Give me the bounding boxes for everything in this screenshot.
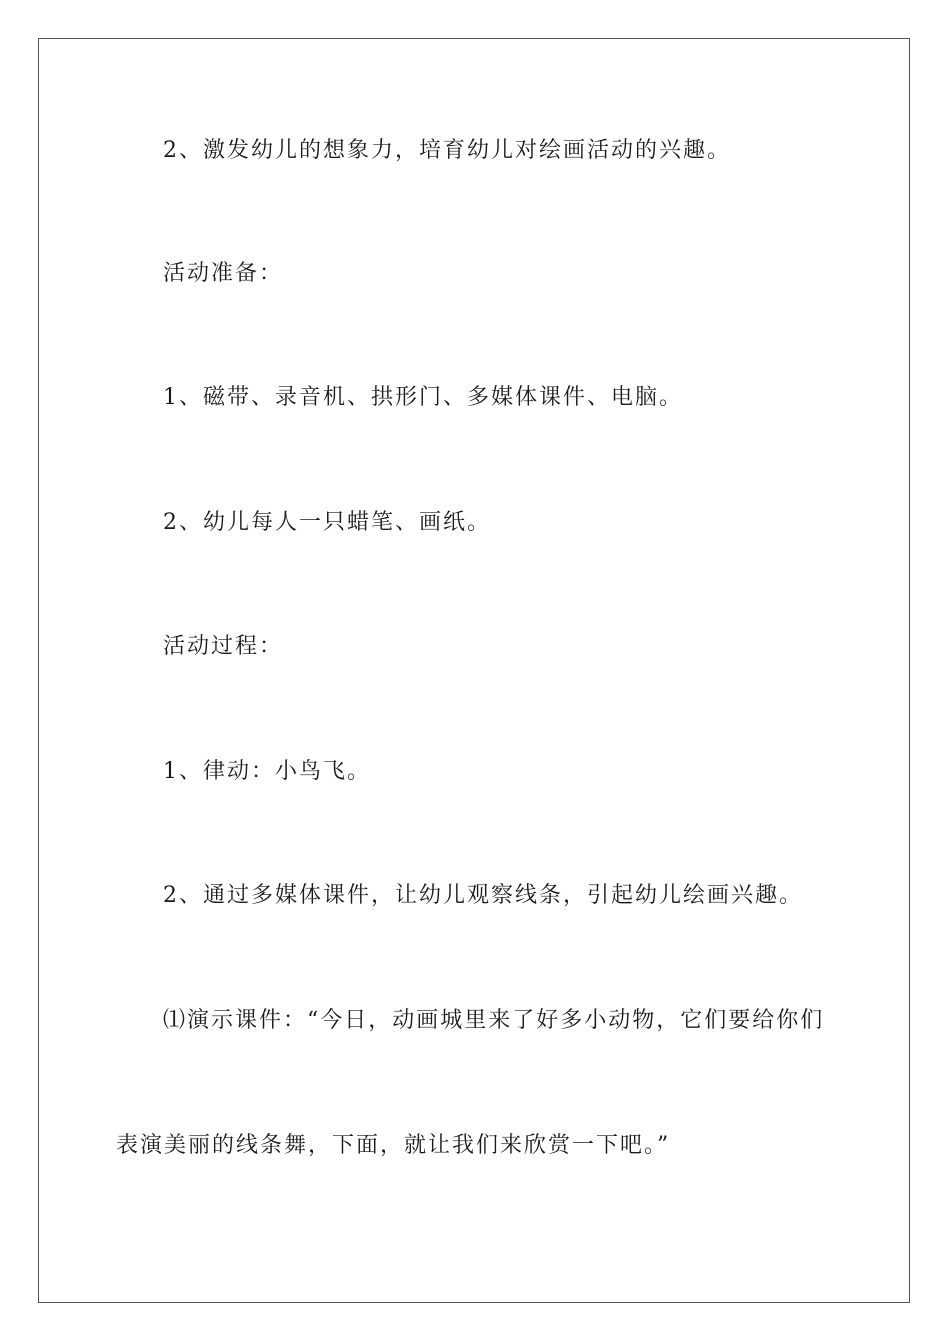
- heading-activity-process: 活动过程：: [163, 634, 284, 659]
- paragraph-preparation-2: 2、幼儿每人一只蜡笔、画纸。: [163, 510, 491, 535]
- heading-activity-preparation: 活动准备：: [163, 261, 284, 286]
- paragraph-goal-2: 2、激发幼儿的想象力，培育幼儿对绘画活动的兴趣。: [163, 138, 731, 163]
- paragraph-preparation-1: 1、磁带、录音机、拱形门、多媒体课件、电脑。: [163, 385, 683, 410]
- page-border: [38, 38, 910, 1303]
- paragraph-demo-line-1: ⑴演示课件：“今日，动画城里来了好多小动物，它们要给你们: [163, 1008, 825, 1033]
- paragraph-process-2: 2、通过多媒体课件，让幼儿观察线条，引起幼儿绘画兴趣。: [163, 883, 803, 908]
- paragraph-process-1: 1、律动：小鸟飞。: [163, 759, 371, 784]
- paragraph-demo-line-2: 表演美丽的线条舞，下面，就让我们来欣赏一下吧。”: [116, 1133, 671, 1158]
